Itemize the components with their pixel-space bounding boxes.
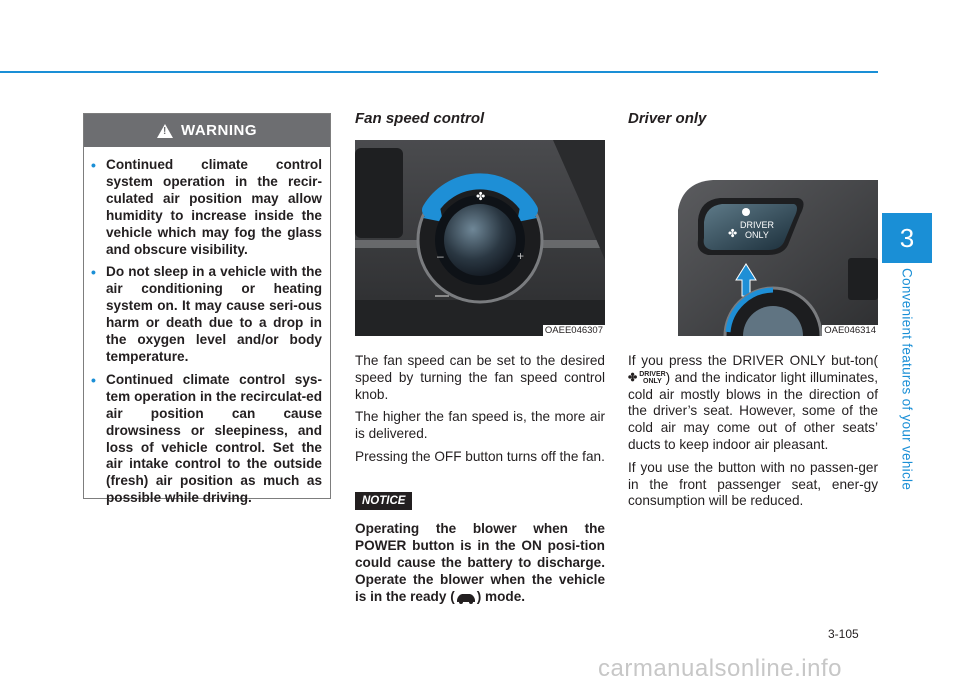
warning-item: • Continued climate control system operation in the recir-culated air position may allow humidity to increase inside the vehicle which may fog the glass and obscure visibility.: [91, 157, 322, 257]
fan-speed-heading: Fan speed control: [355, 110, 485, 127]
svg-text:+: +: [517, 249, 525, 263]
warning-heading: WARNING: [181, 122, 257, 139]
car-ready-icon: [455, 590, 477, 604]
chapter-number: 3: [899, 222, 915, 253]
paragraph: Pressing the OFF button turns off the fan.: [355, 448, 605, 464]
driver-only-button-icon: ✤ DRIVER ONLY: [628, 371, 666, 386]
warning-list: [84, 147, 330, 507]
chapter-tab: [882, 213, 932, 263]
driver-only-illustration: [628, 140, 878, 336]
driver-button-line1: DRIVER: [740, 220, 775, 230]
driver-button-line2: ONLY: [745, 230, 769, 240]
svg-text:✤: ✤: [728, 227, 738, 240]
paragraph: If you press the DRIVER ONLY but-ton(✤ DRIVER ONLY ) and the indicator light illuminates, cold air mostly blows in the direction of the driver’s seat. However, some of the cold air may come out of other seats’ ducts to keep indoor air pleasant.: [628, 353, 878, 452]
notice-label: NOTICE: [355, 492, 412, 510]
chapter-side-title: [890, 268, 924, 498]
svg-text:✤: ✤: [476, 190, 486, 203]
paragraph: If you use the button with no passen-ger in the front passenger seat, ener-gy consumption will be reduced.: [628, 459, 878, 509]
warning-item: • Continued climate control sys-tem operation in the recirculat-ed air position can cause drowsiness or sleepiness, and loss of vehicle control. Set the air intake control to the outside (fresh) air position as much as possible while driving.: [91, 371, 322, 506]
image-code: OAE046314: [824, 325, 876, 336]
bullet-icon: •: [91, 371, 96, 388]
driver-only-image: [628, 140, 878, 336]
fan-speed-body: [355, 353, 605, 472]
driver-only-body: [628, 353, 878, 516]
bullet-icon: •: [91, 264, 96, 281]
warning-box: [83, 113, 331, 506]
fan-knob-image: [355, 140, 605, 336]
paragraph: The higher the fan speed is, the more air is delivered.: [355, 409, 605, 442]
warning-item: • Do not sleep in a vehicle with the air conditioning or heating system on. It may cause seri-ous harm or death due to a drop in the oxygen level and/or body temperature.: [91, 264, 322, 364]
watermark: carmanualsonline.info: [598, 655, 842, 682]
paragraph: The fan speed can be set to the desired speed by turning the fan speed control knob.: [355, 353, 605, 402]
notice-text: Operating the blower when the POWER button is in the ON posi-tion could cause the battery to discharge. Operate the blower when the vehicle is in the ready ( ) mode.: [355, 521, 605, 604]
chapter-title: Convenient features of your vehicle: [899, 268, 915, 491]
bullet-icon: •: [91, 157, 96, 173]
top-rule: [0, 71, 878, 73]
svg-text:–: –: [437, 249, 444, 263]
driver-only-heading: Driver only: [628, 110, 707, 127]
fan-knob-illustration: [355, 140, 605, 336]
warning-header: [84, 114, 330, 147]
warning-triangle-icon: [157, 124, 173, 138]
fan-icon: ✤: [628, 371, 638, 384]
page-number: 3-105: [828, 627, 859, 641]
image-code: OAEE046307: [544, 325, 603, 336]
